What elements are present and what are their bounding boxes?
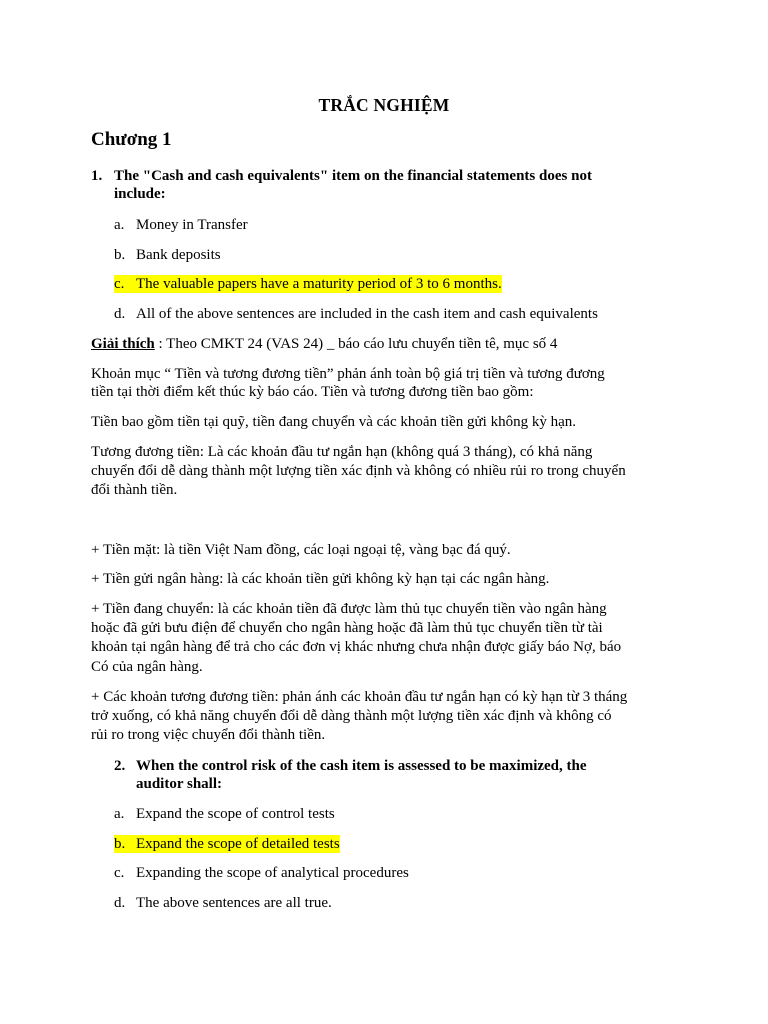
chapter-heading: Chương 1	[91, 129, 172, 150]
bullet-cash-in-transit-line3: khoản tại ngân hàng để trả cho các đơn vị khác nhưng chưa nhận được giấy báo Nợ, báo	[91, 639, 622, 655]
explanation-paragraph-3-line1: Tương đương tiền: Là các khoản đầu tư ngắn hạn (không quá 3 tháng), có khả năng	[91, 444, 593, 460]
question-2-text-line2: auditor shall:	[136, 776, 222, 792]
question-2-number: 2.	[114, 758, 126, 774]
q2-option-b-letter: b.	[114, 835, 136, 853]
bullet-cash-in-transit-line4: Có của ngân hàng.	[91, 659, 203, 675]
explanation-paragraph-3-line3: đổi thành tiền.	[91, 482, 178, 498]
bullet-cash-equivalents-line2: trở xuống, có khả năng chuyển đổi dễ dàng thành một lượng tiền xác định và không có	[91, 708, 612, 724]
bullet-cash-in-transit-line1: + Tiền đang chuyển: là các khoản tiền đã được làm thủ tục chuyển tiền vào ngân hàng	[91, 601, 607, 617]
q1-option-c-letter: c.	[114, 275, 136, 293]
q2-option-d-letter: d.	[114, 895, 126, 911]
explanation-reference: : Theo CMKT 24 (VAS 24) _ báo cáo lưu chuyển tiền tê, mục số 4	[154, 336, 558, 352]
question-2-text-line1: When the control risk of the cash item is assessed to be maximized, the	[136, 758, 587, 774]
explanation-label: Giải thích	[91, 336, 155, 352]
q1-option-b-letter: b.	[114, 247, 126, 263]
bullet-cash-in-transit-line2: hoặc đã gửi bưu điện để chuyển cho ngân hàng hoặc đã làm thủ tục chuyển tiền từ tài	[91, 620, 603, 636]
q2-option-a-text: Expand the scope of control tests	[136, 806, 335, 822]
question-1-text-line2: include:	[114, 186, 166, 202]
q2-option-c-letter: c.	[114, 865, 125, 881]
q2-option-a-letter: a.	[114, 806, 125, 822]
q1-option-b-text: Bank deposits	[136, 247, 221, 263]
explanation-paragraph-1-line1: Khoản mục “ Tiền và tương đương tiền” phản ánh toàn bộ giá trị tiền và tương đương	[91, 366, 605, 382]
q1-option-c-text-highlighted: The valuable papers have a maturity period of 3 to 6 months.	[136, 276, 502, 292]
q1-option-d-letter: d.	[114, 306, 126, 322]
q2-option-c-text: Expanding the scope of analytical procedures	[136, 865, 409, 881]
bullet-cash-equivalents-line3: rủi ro trong việc chuyển đổi thành tiền.	[91, 727, 326, 743]
question-1-text-line1: The "Cash and cash equivalents" item on the financial statements does not	[114, 168, 592, 184]
q1-option-d-text: All of the above sentences are included in the cash item and cash equivalents	[136, 306, 598, 322]
q2-option-b-text-highlighted: Expand the scope of detailed tests	[136, 836, 340, 852]
q1-option-a-text: Money in Transfer	[136, 217, 248, 233]
bullet-cash-on-hand: + Tiền mặt: là tiền Việt Nam đồng, các loại ngoại tệ, vàng bạc đá quý.	[91, 542, 511, 558]
explanation-line	[91, 335, 557, 353]
explanation-paragraph-3-line2: chuyển đổi dễ dàng thành một lượng tiền xác định và không có nhiều rủi ro trong chuyển	[91, 463, 626, 479]
page-title: TRẮC NGHIỆM	[318, 95, 450, 115]
q2-option-d-text: The above sentences are all true.	[136, 895, 332, 911]
question-1-number: 1.	[91, 168, 103, 184]
bullet-bank-deposits: + Tiền gửi ngân hàng: là các khoản tiền gửi không kỳ hạn tại các ngân hàng.	[91, 571, 550, 587]
q1-option-a-letter: a.	[114, 217, 125, 233]
explanation-paragraph-2: Tiền bao gồm tiền tại quỹ, tiền đang chuyển và các khoản tiền gửi không kỳ hạn.	[91, 414, 576, 430]
bullet-cash-equivalents-line1: + Các khoản tương đương tiền: phản ánh các khoản đầu tư ngắn hạn có kỳ hạn từ 3 tháng	[91, 689, 628, 705]
explanation-paragraph-1-line2: tiền tại thời điểm kết thúc kỳ báo cáo. Tiền và tương đương tiền bao gồm:	[91, 384, 534, 400]
